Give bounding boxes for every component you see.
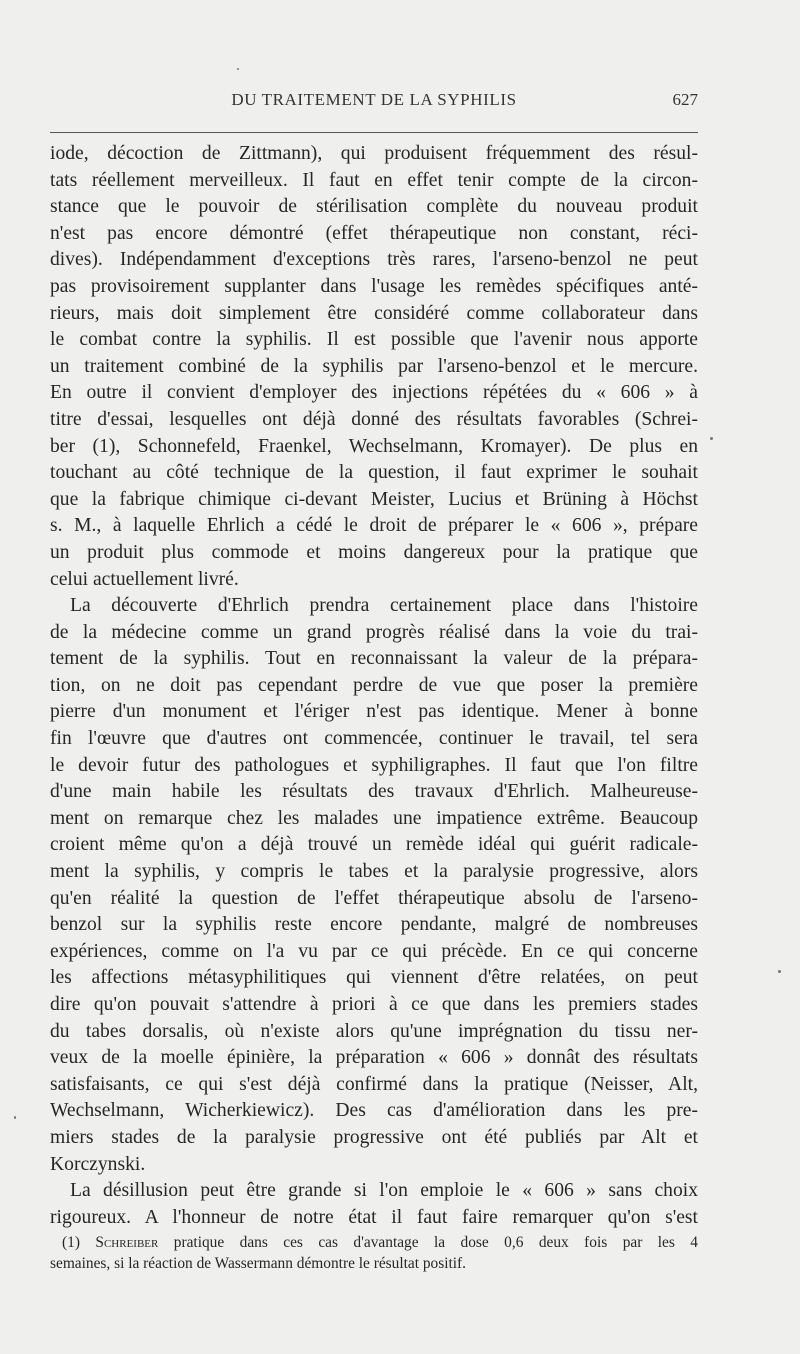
footnote-marker: (1) (62, 1234, 80, 1251)
text-line: le devoir futur des pathologues et syphiligraphes. Il faut que l'on filtre (50, 754, 698, 776)
text-line: satisfaisants, ce qui s'est déjà confirmé dans la pratique (Neisser, Alt, (50, 1073, 698, 1095)
text-line: de la médecine comme un grand progrès réalisé dans la voie du trai- (50, 621, 698, 643)
footnote-line: semaines, si la réaction de Wassermann démontre le résultat positif. (50, 1255, 467, 1272)
text-line: veux de la moelle épinière, la préparation « 606 » donnât des résultats (50, 1047, 698, 1069)
text-line: ber (1), Schonnefeld, Fraenkel, Wechselmann, Kromayer). De plus en (50, 435, 698, 457)
paper-speck (14, 1116, 16, 1119)
text-line: Wechselmann, Wicherkiewicz). Des cas d'amélioration dans les pre- (50, 1100, 698, 1122)
text-line: Korczynski. (50, 1153, 146, 1175)
text-line: croient même qu'on a déjà trouvé un remède idéal qui guérit radicale- (50, 834, 698, 856)
text-line: tion, on ne doit pas cependant perdre de vue que poser la première (50, 674, 698, 696)
page-header (50, 90, 698, 120)
text-line: miers stades de la paralysie progressive ont été publiés par Alt et (50, 1126, 698, 1148)
text-line: En outre il convient d'employer des injections répétées du « 606 » à (50, 382, 698, 404)
text-line: le combat contre la syphilis. Il est possible que l'avenir nous apporte (50, 329, 698, 351)
text-line: les affections métasyphilitiques qui viennent d'être relatées, on peut (50, 967, 698, 989)
text-line: touchant au côté technique de la question, il faut exprimer le souhait (50, 462, 698, 484)
text-line: n'est pas encore démontré (effet thérapeutique non constant, réci- (50, 222, 698, 244)
text-line: La désillusion peut être grande si l'on emploie le « 606 » sans choix (70, 1180, 698, 1202)
text-line: un traitement combiné de la syphilis par l'arseno-benzol et le mercure. (50, 355, 698, 377)
text-line: d'une main habile les résultats des travaux d'Ehrlich. Malheureuse- (50, 781, 698, 803)
text-line: stance que le pouvoir de stérilisation complète du nouveau produit (50, 196, 698, 218)
header-rule (50, 132, 698, 133)
text-line: ment la syphilis, y compris le tabes et la paralysie progressive, alors (50, 861, 698, 883)
paper-speck (237, 68, 239, 70)
footnote (50, 1232, 698, 1274)
text-line: que la fabrique chimique ci-devant Meister, Lucius et Brüning à Höchst (50, 488, 698, 510)
running-title: DU TRAITEMENT DE LA SYPHILIS (231, 90, 517, 109)
text-line: expériences, comme on l'a vu par ce qui précède. En ce qui concerne (50, 940, 698, 962)
text-line: pas provisoirement supplanter dans l'usage les remèdes spécifiques anté- (50, 275, 698, 297)
paper-speck (710, 437, 713, 440)
footnote-author: Schreiber (95, 1234, 159, 1251)
page-number: 627 (672, 90, 698, 109)
text-line: titre d'essai, lesquelles ont déjà donné des résultats favorables (Schrei- (50, 408, 698, 430)
body-text (50, 141, 698, 1231)
footnote-text: pratique dans ces cas d'avantage la dose 0,6 deux fois par les 4 (173, 1234, 698, 1251)
paper-speck (778, 970, 781, 973)
text-line: rigoureux. A l'honneur de notre état il faut faire remarquer qu'on s'est (50, 1206, 698, 1228)
text-line: qu'en réalité la question de l'effet thérapeutique absolu de l'arseno- (50, 887, 698, 909)
text-line: tats réellement merveilleux. Il faut en effet tenir compte de la circon- (50, 169, 698, 191)
footnote-line (50, 1232, 698, 1253)
text-line: dives). Indépendamment d'exceptions très rares, l'arseno-benzol ne peut (50, 249, 698, 271)
text-line: ment on remarque chez les malades une impatience extrême. Beaucoup (50, 807, 698, 829)
text-line: rieurs, mais doit simplement être considéré comme collaborateur dans (50, 302, 698, 324)
text-line: La découverte d'Ehrlich prendra certainement place dans l'histoire (70, 595, 698, 617)
text-line: benzol sur la syphilis reste encore pendante, malgré de nombreuses (50, 914, 698, 936)
text-line: du tabes dorsalis, où n'existe alors qu'une imprégnation du tissu ner- (50, 1020, 698, 1042)
text-line: fin l'œuvre que d'autres ont commencée, continuer le travail, tel sera (50, 728, 698, 750)
text-line: iode, décoction de Zittmann), qui produisent fréquemment des résul- (50, 143, 698, 164)
text-line: un produit plus commode et moins dangereux pour la pratique que (50, 541, 698, 563)
text-line: celui actuellement livré. (50, 568, 239, 590)
text-line: s. M., à laquelle Ehrlich a cédé le droit de préparer le « 606 », prépare (50, 515, 698, 537)
text-line: pierre d'un monument et l'ériger n'est pas identique. Mener à bonne (50, 701, 698, 723)
text-line: tement de la syphilis. Tout en reconnaissant la valeur de la prépara- (50, 648, 698, 670)
text-line: dire qu'on pouvait s'attendre à priori à ce que dans les premiers stades (50, 994, 698, 1015)
